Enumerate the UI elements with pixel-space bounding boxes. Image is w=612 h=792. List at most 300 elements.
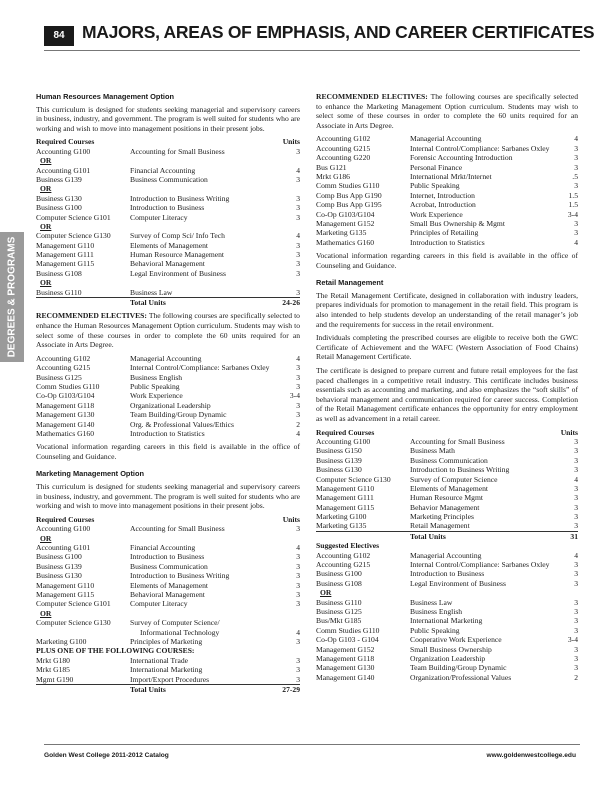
course-units: 3 (296, 636, 300, 646)
hr-intro: This curriculum is designed for students seeking managerial and supervisory careers in business, industry, and government. The program is well suited for students who are working and wish to move into management positions in their present jobs. (36, 104, 300, 133)
course-row (316, 663, 578, 672)
course-units: 3 (574, 181, 578, 191)
course-title: Financial Accounting (130, 165, 196, 175)
course-row (316, 437, 578, 446)
course-units: 2 (574, 672, 578, 682)
course-code: Bus G121 (316, 162, 347, 172)
mkt-required-list (36, 524, 300, 646)
or-separator: OR (40, 184, 52, 194)
hr-electives-list (36, 354, 300, 439)
retail-heading: Retail Management (316, 278, 384, 288)
course-row (36, 552, 300, 561)
course-units: 3 (296, 240, 300, 250)
course-row (316, 456, 578, 465)
left-column (36, 92, 300, 694)
mkt-units-label: Units (282, 514, 300, 524)
course-row (36, 599, 300, 608)
mkt-req-label: Required Courses (36, 514, 95, 524)
course-code: Comp Bus App G195 (316, 200, 382, 210)
course-code: Comm Studies G110 (36, 381, 100, 391)
course-code: Marketing G100 (316, 512, 367, 522)
course-code (36, 628, 130, 637)
course-title: Team Building/Group Dynamic (130, 410, 227, 420)
course-code: Business G139 (36, 174, 82, 184)
hr-electives-text: RECOMMENDED ELECTIVES: The following courses are specifically selected to enhance the Human Resources Management Option curriculum. Students may wish to select some of these courses in order to complete the 60 units required for an Associate in Arts Degree. (36, 311, 300, 350)
retail-required-list (316, 437, 578, 531)
course-title: Org. & Professional Values/Ethics (130, 419, 234, 429)
mkt-electives-text: RECOMMENDED ELECTIVES: The following courses are specifically selected to enhance the Marketing Management Option curriculum. Students may wish to select some of these courses in order to complete the 60 units required for an Associate in Arts Degree. (316, 92, 578, 130)
course-code: Comm Studies G110 (316, 625, 380, 635)
course-row (36, 420, 300, 429)
course-units: 3 (296, 561, 300, 571)
course-code: Business G150 (316, 446, 362, 456)
course-code: Accounting G100 (316, 436, 371, 446)
course-code: Accounting G100 (36, 524, 91, 534)
course-title: Introduction to Business (130, 203, 205, 213)
course-row (316, 560, 578, 569)
course-row (316, 446, 578, 455)
course-units: 3 (296, 524, 300, 534)
course-title: Business English (410, 606, 463, 616)
course-units: 3 (574, 625, 578, 635)
course-row (316, 512, 578, 521)
course-code: Management G115 (36, 259, 95, 269)
course-row (36, 618, 300, 627)
course-title: Elements of Management (410, 483, 489, 493)
course-row (316, 172, 578, 181)
or-separator: OR (320, 588, 332, 598)
course-row (316, 635, 578, 644)
course-title: Organization/Professional Values (410, 672, 512, 682)
course-units: 3 (574, 521, 578, 531)
course-title: Small Bus Ownership & Mgmt (410, 218, 505, 228)
course-row (36, 401, 300, 410)
course-code: Co-Op G103 - G104 (316, 635, 379, 645)
course-units: 3 (296, 665, 300, 675)
course-row (36, 665, 300, 674)
course-row (36, 391, 300, 400)
course-title: Managerial Accounting (410, 550, 482, 560)
hr-total-row (36, 297, 300, 307)
course-units: 3 (296, 655, 300, 665)
course-title: Legal Environment of Business (130, 268, 226, 278)
course-title: Retail Management (410, 521, 470, 531)
course-code: Computer Science G101 (36, 599, 111, 609)
course-title: Business Communication (410, 455, 488, 465)
course-title: Personal Finance (410, 162, 463, 172)
course-title: Work Experience (410, 209, 463, 219)
course-units: 4 (574, 237, 578, 247)
course-title: Forensic Accounting Introduction (410, 153, 513, 163)
course-code: Accounting G100 (36, 146, 91, 156)
course-units: 4 (296, 165, 300, 175)
course-title: Work Experience (130, 391, 183, 401)
course-row (36, 562, 300, 571)
mkt-vocational: Vocational information regarding careers in this field is available in the office of Counseling and Guidance. (316, 251, 578, 270)
course-units: 4 (296, 627, 300, 637)
course-units: 3 (296, 372, 300, 382)
course-title: Acrobat, Introduction (410, 200, 476, 210)
hr-required-list (36, 147, 300, 297)
course-title: Introduction to Business (410, 569, 485, 579)
course-code: Accounting G101 (36, 543, 91, 553)
course-title: Business Communication (130, 561, 208, 571)
course-title: Survey of Computer Science/ (130, 618, 220, 628)
mkt-intro: This curriculum is designed for students seeking managerial and supervisory careers in business, industry, and government. The program is well suited for students who are working and wish to move into management positions in their present jobs. (36, 482, 300, 511)
course-units: 3 (574, 569, 578, 579)
course-title: Financial Accounting (130, 543, 196, 553)
course-row (316, 569, 578, 578)
hr-units-label: Units (282, 137, 300, 147)
side-tab-label: DEGREES & PROGRAMS (6, 236, 18, 358)
course-code: Mrkt G185 (36, 665, 70, 675)
course-row (36, 410, 300, 419)
course-code: Co-Op G103/G104 (316, 209, 375, 219)
course-code: Mrkt G180 (36, 655, 70, 665)
side-tab (0, 232, 24, 362)
course-row (316, 228, 578, 237)
course-units: 3 (296, 146, 300, 156)
course-code: Management G111 (36, 250, 94, 260)
course-units: 3-4 (567, 635, 578, 645)
hr-total-value: 24-26 (282, 298, 300, 308)
course-title: Human Resource Mgmt (410, 493, 483, 503)
course-title: Computer Literacy (130, 212, 188, 222)
course-code: Management G130 (36, 410, 95, 420)
retail-suggested-list (316, 551, 578, 682)
course-code: Bus/Mkt G185 (316, 616, 362, 626)
course-units: 3 (574, 502, 578, 512)
course-units: 3 (296, 552, 300, 562)
course-units: 3 (574, 644, 578, 654)
course-code: Mathematics G160 (316, 237, 374, 247)
course-units: 4 (296, 353, 300, 363)
course-units: 3-4 (567, 209, 578, 219)
course-units: 3 (296, 674, 300, 684)
course-units: 3 (574, 228, 578, 238)
course-units: 1.5 (568, 190, 578, 200)
course-units: 4 (296, 428, 300, 438)
course-row (36, 382, 300, 391)
course-code: Marketing G135 (316, 521, 367, 531)
course-units: 2 (296, 419, 300, 429)
course-code: Business G110 (36, 287, 82, 297)
course-row (316, 626, 578, 635)
retail-units-label: Units (560, 427, 578, 437)
course-code: Management G110 (316, 483, 375, 493)
course-title: Introduction to Business Writing (410, 465, 510, 475)
course-title: Business Law (130, 287, 173, 297)
hr-vocational: Vocational information regarding careers in this field is available in the office of Counseling and Guidance. (36, 442, 300, 461)
course-title: Human Resource Management (130, 250, 225, 260)
course-units: 3 (296, 212, 300, 222)
course-units (274, 618, 300, 627)
course-title: International Trade (130, 655, 188, 665)
course-row (36, 656, 300, 665)
retail-p3: The certificate is designed to prepare current and future retail employees for the fast paced challenges in a competitive retail industry. This certificate includes business essentials such as accounting and marketing, and also emphasizes the “soft skills” of behavioral management and communication required for career success. Completion of the Retail Management certificate enhances the opportunity for entry employment as well as advancement in a retail career. (316, 366, 578, 423)
course-title: Organizational Leadership (130, 400, 211, 410)
course-code: Management G152 (316, 644, 375, 654)
course-row (316, 484, 578, 493)
course-title: Internal Control/Compliance: Sarbanes Oxley (410, 560, 550, 570)
course-row (36, 429, 300, 438)
course-units: 3 (296, 203, 300, 213)
hr-total-label: Total Units (130, 298, 166, 308)
course-row (316, 210, 578, 219)
course-units: 3 (574, 218, 578, 228)
course-units: 1.5 (568, 200, 578, 210)
course-row (316, 551, 578, 560)
course-title: Introduction to Business (130, 552, 205, 562)
retail-total-label: Total Units (410, 531, 446, 541)
course-code: Management G110 (36, 240, 95, 250)
course-title: International Mrkt/Internet (410, 171, 492, 181)
course-title: Accounting for Small Business (130, 524, 225, 534)
course-row (36, 675, 300, 684)
course-code: Business G125 (316, 606, 362, 616)
course-row (316, 493, 578, 502)
course-row (316, 163, 578, 172)
course-units: 3 (296, 259, 300, 269)
course-code: Management G130 (316, 663, 375, 673)
course-units: .5 (572, 171, 578, 181)
course-title: International Marketing (410, 616, 483, 626)
course-title: Business English (130, 372, 183, 382)
course-code: Mathematics G160 (36, 428, 94, 438)
course-units: 3 (574, 455, 578, 465)
hr-req-header (36, 137, 300, 146)
course-code: Mgmt G190 (36, 674, 74, 684)
course-units: 3 (574, 560, 578, 570)
course-code: Computer Science G101 (36, 212, 111, 222)
course-title: Principles of Marketing (130, 636, 203, 646)
course-code: Business G100 (316, 569, 362, 579)
header-rule (44, 50, 580, 51)
course-code: Comp Bus App G190 (316, 190, 382, 200)
course-code: Accounting G215 (316, 560, 371, 570)
course-code: Accounting G101 (36, 165, 91, 175)
course-code: Business G139 (316, 455, 362, 465)
course-row (316, 475, 578, 484)
course-units: 3 (296, 381, 300, 391)
course-code: Accounting G102 (316, 550, 371, 560)
course-units: 4 (574, 474, 578, 484)
retail-p2: Individuals completing the prescribed courses are eligible to receive both the GWC Certificate of Achievement and the WAFC (Western Association of Food Chains) Retail Management Certificate. (316, 333, 578, 362)
course-title: Survey of Comp Sci/ Info Tech (130, 231, 225, 241)
course-units: 3 (296, 580, 300, 590)
course-units: 3 (296, 268, 300, 278)
course-code: Business G108 (316, 578, 362, 588)
mkt-electives-list (316, 134, 578, 247)
retail-p1: The Retail Management Certificate, designed in collaboration with industry leaders, prepares individuals for promotion to management in the retail field. This program is also intended to help students develop an understanding of the retail manager’s job and the requirements for success in the retail environment. (316, 290, 578, 329)
mkt-total-value: 27-29 (282, 684, 300, 694)
or-separator: OR (40, 533, 52, 543)
course-code: Business G139 (36, 561, 82, 571)
or-separator: OR (40, 221, 52, 231)
course-units: 3 (574, 493, 578, 503)
course-title: Cooperative Work Experience (410, 635, 502, 645)
course-code: Management G118 (316, 653, 375, 663)
course-units: 3 (574, 465, 578, 475)
course-units: 3 (574, 162, 578, 172)
course-title: Elements of Management (130, 580, 209, 590)
course-units: 3 (574, 616, 578, 626)
course-code: Marketing G100 (36, 636, 87, 646)
course-row (36, 269, 300, 278)
course-title: Computer Literacy (130, 599, 188, 609)
course-code: Computer Science G130 (36, 618, 111, 628)
or-separator: OR (40, 278, 52, 288)
course-code: Business G130 (36, 571, 82, 581)
course-row (316, 673, 578, 682)
course-row (36, 571, 300, 580)
course-row (316, 579, 578, 588)
mkt-electives-label: RECOMMENDED ELECTIVES: (316, 92, 428, 101)
course-row (36, 241, 300, 250)
hr-req-label: Required Courses (36, 137, 95, 147)
course-code: Management G140 (36, 419, 95, 429)
course-units: 3 (574, 153, 578, 163)
course-code: Management G118 (36, 400, 95, 410)
course-row (36, 373, 300, 382)
course-row (36, 628, 300, 637)
course-code: Business G130 (316, 465, 362, 475)
course-title: Public Speaking (410, 181, 460, 191)
course-title: Internal Control/Compliance: Sarbanes Oxley (410, 143, 550, 153)
course-units: 3 (574, 446, 578, 456)
course-code: Accounting G102 (36, 353, 91, 363)
course-title: Introduction to Statistics (130, 428, 205, 438)
course-units: 4 (574, 550, 578, 560)
course-units: 3 (296, 571, 300, 581)
retail-total-value: 31 (570, 531, 578, 541)
course-units: 3 (574, 436, 578, 446)
course-units: 3 (574, 597, 578, 607)
course-row (316, 607, 578, 616)
course-row (36, 637, 300, 646)
course-row (316, 645, 578, 654)
course-row (36, 194, 300, 203)
mkt-total-row (36, 684, 300, 694)
course-row (316, 144, 578, 153)
course-row (36, 213, 300, 222)
mkt-heading: Marketing Management Option (36, 469, 144, 479)
course-units: 3 (296, 363, 300, 373)
course-code: Business G100 (36, 203, 82, 213)
course-title: Behavior Management (410, 502, 480, 512)
course-title: Import/Export Procedures (130, 674, 210, 684)
course-title: Small Business Ownership (410, 644, 492, 654)
course-units: 3 (296, 174, 300, 184)
course-units: 3 (574, 663, 578, 673)
course-units: 3-4 (289, 391, 300, 401)
or-separator: OR (40, 608, 52, 618)
course-title: Legal Environment of Business (410, 578, 506, 588)
page-number: 84 (44, 26, 74, 46)
course-units: 3 (574, 578, 578, 588)
course-units: 4 (296, 231, 300, 241)
course-row (316, 654, 578, 663)
course-row (316, 181, 578, 190)
course-title: Informational Technology (140, 627, 220, 637)
course-row (316, 598, 578, 607)
course-code: Co-Op G103/G104 (36, 391, 95, 401)
course-row (36, 581, 300, 590)
course-row (316, 200, 578, 209)
footer-right: www.goldenwestcollege.edu (486, 752, 576, 759)
course-units: 3 (574, 512, 578, 522)
course-units: 3 (574, 606, 578, 616)
course-title: Accounting for Small Business (130, 146, 225, 156)
course-title: Internal Control/Compliance: Sarbanes Oxley (130, 363, 270, 373)
mkt-total-label: Total Units (130, 684, 166, 694)
course-code: Marketing G135 (316, 228, 367, 238)
course-title: Managerial Accounting (410, 134, 482, 144)
course-row (316, 503, 578, 512)
course-title: Business Communication (130, 174, 208, 184)
course-code: Management G111 (316, 493, 374, 503)
mkt-plus-label: PLUS ONE OF THE FOLLOWING COURSES: (36, 646, 195, 656)
course-row (316, 465, 578, 474)
page-title: MAJORS, AREAS OF EMPHASIS, AND CAREER CERTIFICATES (82, 22, 595, 42)
course-title: Introduction to Statistics (410, 237, 485, 247)
course-row (36, 590, 300, 599)
course-code: Accounting G220 (316, 153, 371, 163)
course-code: Computer Science G130 (36, 231, 111, 241)
course-units: 3 (574, 483, 578, 493)
course-title: Marketing Principles (410, 512, 474, 522)
course-title: International Marketing (130, 665, 203, 675)
course-row (36, 175, 300, 184)
or-separator: OR (40, 156, 52, 166)
course-units: 3 (296, 193, 300, 203)
course-title: Organization Leadership (410, 653, 486, 663)
course-row (36, 524, 300, 533)
course-code: Business G125 (36, 372, 82, 382)
course-row (36, 363, 300, 372)
retail-suggested-label: Suggested Electives (316, 541, 380, 551)
course-code: Mrkt G186 (316, 171, 350, 181)
course-row (316, 616, 578, 625)
course-code: Computer Science G130 (316, 474, 391, 484)
course-title: Internet, Introduction (410, 190, 475, 200)
course-row (316, 153, 578, 162)
course-units: 3 (574, 653, 578, 663)
course-row (36, 354, 300, 363)
course-title: Introduction to Business Writing (130, 571, 230, 581)
course-code: Business G110 (316, 597, 362, 607)
course-row (36, 147, 300, 156)
course-title: Behavioral Management (130, 589, 205, 599)
course-code: Management G115 (316, 502, 375, 512)
course-code: Management G110 (36, 580, 95, 590)
course-row (316, 238, 578, 247)
course-row (36, 203, 300, 212)
course-code: Management G115 (36, 589, 95, 599)
hr-heading: Human Resources Management Option (36, 92, 174, 101)
course-title: Behavioral Management (130, 259, 205, 269)
course-row (36, 543, 300, 552)
course-row (36, 250, 300, 259)
course-units: 3 (574, 143, 578, 153)
course-title: Managerial Accounting (130, 353, 202, 363)
course-title: Accounting for Small Business (410, 436, 505, 446)
course-row (316, 134, 578, 143)
mkt-plus-list (36, 656, 300, 684)
course-code: Business G108 (36, 268, 82, 278)
course-title: Public Speaking (410, 625, 460, 635)
course-code: Management G140 (316, 672, 375, 682)
